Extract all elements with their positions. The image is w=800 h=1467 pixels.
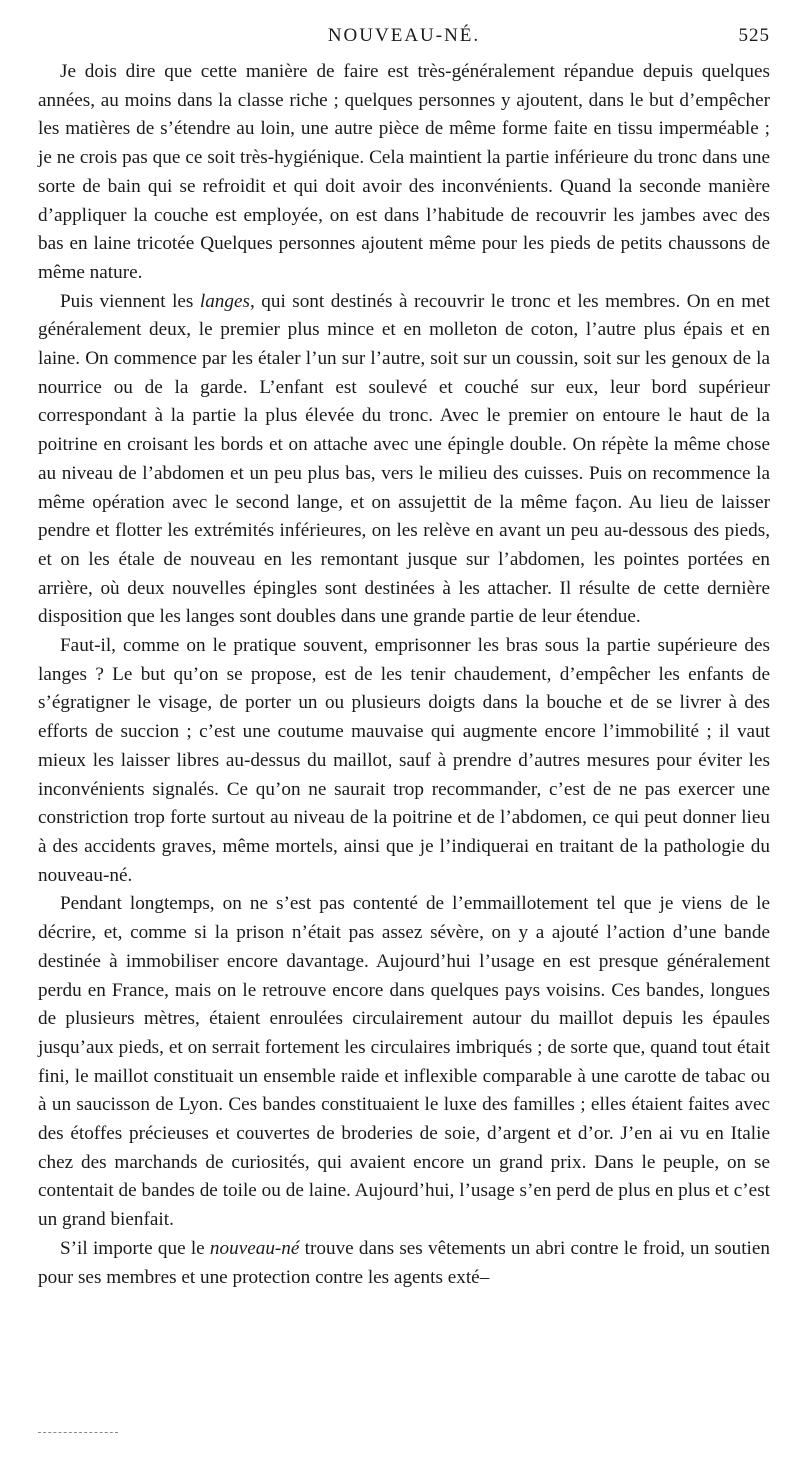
paragraph-text: Faut-il, comme on le pratique souvent, emprisonner les bras sous la partie supérieure des langes ? Le but qu’on se propose, est de les tenir chaudement, d’empêcher les enfants de s’égratigner le visage, de porter un ou plusieurs doigts dans la bouche et de se livrer à des efforts de succion ; c’est une coutume mauvaise qui augmente encore l’immobilité ; il vaut mieux les laisser libres au-dessus du maillot, sauf à prendre d’autres mesures pour éviter les inconvénients signalés. Ce qu’on ne saurait trop recommander, c’est de ne pas exercer une constriction trop forte surtout au niveau de la poitrine et de l’abdomen, ce qui peut donner lieu à des accidents graves, même mortels, ainsi que je l’indiquerai en traitant de la pathologie du nouveau-né. bbox=[38, 635, 770, 886]
page-header bbox=[38, 0, 770, 58]
paragraph bbox=[38, 58, 770, 288]
footer-rule bbox=[38, 1432, 118, 1433]
paragraph-text: trouve dans ses vêtements un abri contre le froid, un soutien pour ses membres et une protection contre les agents exté– bbox=[38, 1237, 770, 1288]
paragraph-text: , qui sont destinés à recouvrir le tronc et les membres. On en met généralement deux, le premier plus mince et en molleton de coton, l’autre plus épais et en laine. On commence par les étaler l’un sur l’autre, soit sur un coussin, soit sur les genoux de la nourrice ou de la garde. L’enfant est soulevé et couché sur eux, leur bord supérieur correspondant à la partie la plus élevée du tronc. Avec le premier on entoure le haut de la poitrine en croisant les bords et on attache avec une épingle double. On répète la même chose au niveau de l’abdomen et un peu plus bas, vers le milieu des cuisses. Puis on recommence la même opération avec le second lange, et on assujettit de la même façon. Au lieu de laisser pendre et flotter les extrémités inférieures, on les relève en avant un peu au-dessous des pieds, et on les étale de nouveau en les remontant jusque sur l’abdomen, les pointes portées en arrière, où deux nouvelles épingles sont destinées à les attacher. Il résulte de cette dernière disposition que les langes sont doubles dans une grande partie de leur étendue. bbox=[38, 290, 770, 628]
paragraph-text: Pendant longtemps, on ne s’est pas contenté de l’emmaillotement tel que je viens de le décrire, et, comme si la prison n’était pas assez sévère, on y a ajouté l’action d’une bande destinée à immobiliser encore davantage. Aujourd’hui l’usage en est presque généralement perdu en France, mais on le retrouve encore dans quelques pays voisins. Ces bandes, longues de plusieurs mètres, étaient enroulées circulairement autour du maillot depuis les épaules jusqu’aux pieds, et on serrait fortement les circulaires imbriqués ; de sorte que, quand tout était fini, le maillot constituait un ensemble raide et inflexible comparable à une carotte de tabac ou à un saucisson de Lyon. Ces bandes constituaient le luxe des familles ; elles étaient faites avec des étoffes précieuses et couvertes de broderies de soie, d’argent et d’or. J’en ai vu en Italie chez des marchands de curiosités, qui avaient encore un grand prix. Dans le peuple, on se contentait de bandes de toile ou de laine. Aujourd’hui, l’usage s’en perd de plus en plus et c’est un grand bienfait. bbox=[38, 893, 770, 1231]
paragraph bbox=[38, 1235, 770, 1292]
page-number: 525 bbox=[738, 25, 770, 46]
running-title: NOUVEAU-NÉ. bbox=[327, 25, 481, 46]
paragraph bbox=[38, 288, 770, 632]
italic-term: langes bbox=[199, 290, 250, 312]
paragraph-text: Je dois dire que cette manière de faire est très-généralement répandue depuis quelques années, au moins dans la classe riche ; quelques personnes y ajoutent, dans le but d’empêcher les matières de s’étendre au loin, une autre pièce de même forme faite en tissu imperméable ; je ne crois pas que ce soit très-hygiénique. Cela maintient la partie inférieure du tronc dans une sorte de bain qui se refroidit et qui doit avoir des inconvénients. Quand la seconde manière d’appliquer la couche est employée, on est dans l’habitude de recouvrir les jambes avec des bas en laine tricotée Quelques personnes ajoutent même pour les pieds de petits chaussons de même nature. bbox=[38, 61, 770, 283]
paragraph-text: S’il importe que le bbox=[60, 1237, 210, 1259]
document-page bbox=[38, 0, 770, 1467]
paragraph bbox=[38, 890, 770, 1234]
body-text bbox=[38, 58, 770, 1292]
paragraph-text: Puis viennent les bbox=[60, 290, 200, 312]
italic-term: nouveau-né bbox=[209, 1237, 300, 1259]
paragraph bbox=[38, 632, 770, 890]
